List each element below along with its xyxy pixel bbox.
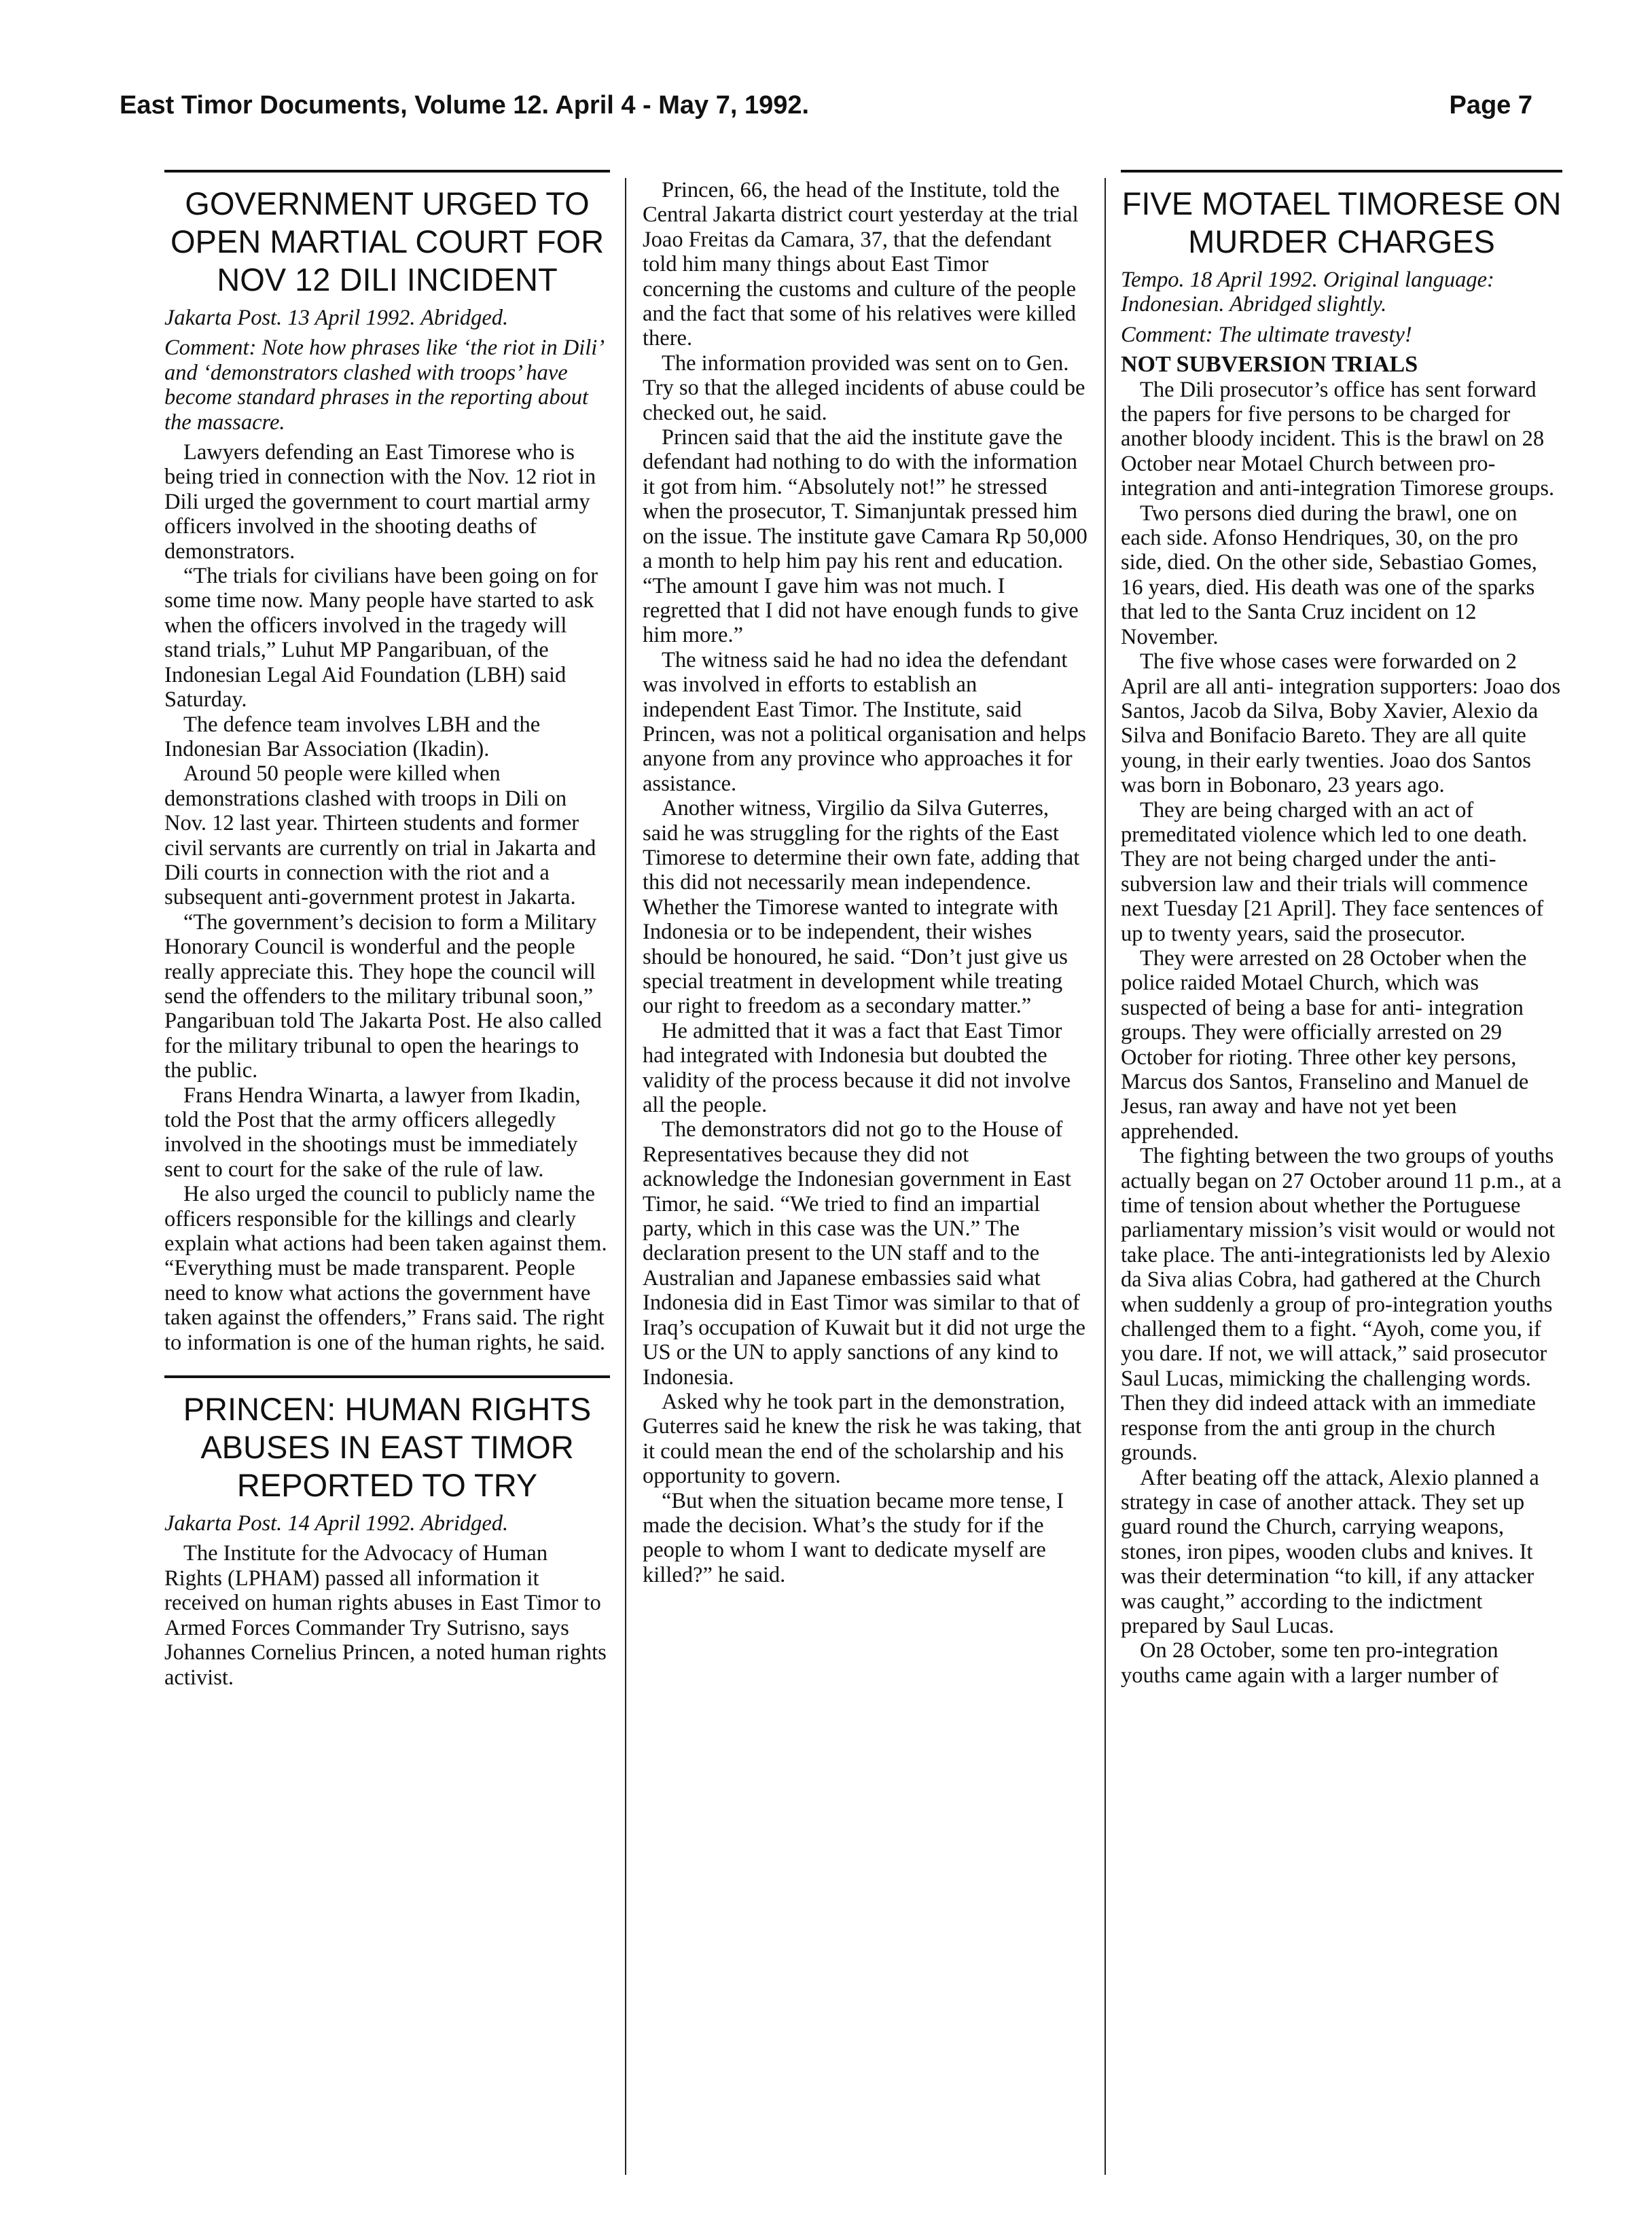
article-paragraph: The Dili prosecutor’s office has sent forward the papers for five persons to be charged for another bloody incident. This is the brawl on 28 October near Motael Church between pro-integration and anti-integration Timorese groups. xyxy=(1121,377,1555,501)
article-paragraph: They are being charged with an act of premeditated violence which led to one death. They are not being charged under the anti-subversion law and their trials will commence next Tuesday [21 April]. They face sentences of up to twenty years, said the prosecutor. xyxy=(1121,797,1544,946)
running-head xyxy=(120,91,1532,129)
article-paragraph: They were arrested on 28 October when the police raided Motael Church, which was suspected of being a base for anti- integration groups. They were officially arrested on 29 October for rioting. Three other key persons, Marcus dos Santos, Franselino and Manuel de Jesus, ran away and have not yet been apprehended. xyxy=(1121,945,1529,1144)
article-paragraph: The information provided was sent on to Gen. Try so that the alleged incidents of abuse could be checked out, he said. xyxy=(643,350,1085,425)
article-paragraph: Frans Hendra Winarta, a lawyer from Ikadin, told the Post that the army officers allegedly involved in the shootings must be immediately sent to court for the sake of the rule of law. xyxy=(164,1083,581,1182)
article-source: Jakarta Post. 14 April 1992. Abridged. xyxy=(164,1511,509,1536)
article-princen-continued xyxy=(643,178,1088,1587)
article-comment: Comment: Note how phrases like ‘the riot in Dili’ and ‘demonstrators clashed with troops’ have become standard phrases in the reporting about the massacre. xyxy=(164,336,603,435)
publication-title: East Timor Documents, Volume 12. April 4 - May 7, 1992. xyxy=(120,91,810,120)
page-number: Page 7 xyxy=(1449,91,1532,120)
article-paragraph: Princen, 66, the head of the Institute, told the Central Jakarta district court yesterday at the trial Joao Freitas da Camara, 37, that the defendant told him many things about East Timor concerning the customs and culture of the people and the fact that some of his relatives were killed there. xyxy=(643,178,1079,351)
article-paragraph: Another witness, Virgilio da Silva Guterres, said he was struggling for the rights of the East Timorese to determine their own fate, adding that this did not necessarily mean independence. Whether the Timorese wanted to integrate with Indonesia or to be independent, their wishes should be honoured, he said. “Don’t just give us special treatment in development while treating our right to freedom as a secondary matter.” xyxy=(643,796,1080,1019)
article-paragraph: Two persons died during the brawl, one on each side. Afonso Hendriques, 30, on the pro side, died. On the other side, Sebastiao Gomes, 16 years, died. His death was one of the sparks that led to the Santa Cruz incident on 12 November. xyxy=(1121,501,1537,649)
article-source: Tempo. 18 April 1992. Original language: Indonesian. Abridged slightly. xyxy=(1121,268,1494,317)
article-paragraph: The Institute for the Advocacy of Human Rights (LPHAM) passed all information it received on human rights abuses in East Timor to Armed Forces Commander Try Sutrisno, says Johannes Cornelius Princen, a noted human rights activist. xyxy=(164,1541,607,1690)
article-headline: PRINCEN: HUMAN RIGHTS ABUSES IN EAST TIMOR REPORTED TO TRY xyxy=(164,1375,610,1504)
article-paragraph: Lawyers defending an East Timorese who is being tried in connection with the Nov. 12 riot in Dili urged the government to court martial army officers involved in the shooting deaths of demonstrators. xyxy=(164,440,596,564)
article-princen-start xyxy=(164,1375,610,1690)
column-divider xyxy=(1105,178,1106,2175)
column-3 xyxy=(1121,170,1562,1688)
article-paragraph: He also urged the council to publicly name the officers responsible for the killings and clearly explain what actions had been taken against them. “Everything must be made transparent. People need to know what actions the government have taken against the offenders,” Frans said. The right to information is one of the human rights, he said. xyxy=(164,1182,607,1355)
article-paragraph: Around 50 people were killed when demonstrations clashed with troops in Dili on Nov. 12 last year. Thirteen students and former civil servants are currently on trial in Jakarta and Dili courts in connection with the riot and a subsequent anti-government protest in Jakarta. xyxy=(164,761,596,910)
article-paragraph: On 28 October, some ten pro-integration youths came again with a larger number of xyxy=(1121,1638,1499,1688)
article-paragraph: The demonstrators did not go to the House of Representatives because they did not acknowledge the Indonesian government in East Timor, he said. “We tried to find an impartial party, which in this case was the UN.” The declaration present to the UN staff and to the Australian and Japanese embassies said what Indonesia did in East Timor was similar to that of Iraq’s occupation of Kuwait but it did not urge the US or the UN to apply sanctions of any kind to Indonesia. xyxy=(643,1117,1085,1390)
article-five-motael xyxy=(1121,170,1562,1688)
article-source: Jakarta Post. 13 April 1992. Abridged. xyxy=(164,306,509,330)
article-paragraph: Asked why he took part in the demonstration, Guterres said he knew the risk he was taking, that it could mean the end of the scholarship and his opportunity to govern. xyxy=(643,1389,1082,1489)
column-1 xyxy=(164,170,610,1690)
article-paragraph: The fighting between the two groups of youths actually began on 27 October around 11 p.m., at a time of tension about whether the Portuguese parliamentary mission’s visit would or would not take place. The anti-integrationists led by Alexio da Siva alias Cobra, had gathered at the Church when suddenly a group of pro-integration youths challenged them to a fight. “Ayoh, come you, if you dare. If not, we will attack,” said prosecutor Saul Lucas, mimicking the challenging words. Then they did indeed attack with an immediate response from the anti group in the church grounds. xyxy=(1121,1144,1562,1466)
article-paragraph: Princen said that the aid the institute gave the defendant had nothing to do with the information it got from him. “Absolutely not!” he stressed when the prosecutor, T. Simanjuntak pressed him on the issue. The institute gave Camara Rp 50,000 a month to help him pay his rent and education. “The amount I gave him was not much. I regretted that I did not have enough funds to give him more.” xyxy=(643,425,1088,648)
article-paragraph: The witness said he had no idea the defendant was involved in efforts to establish an independent East Timor. The Institute, said Princen, was not a political organisation and helps anyone from any province who approaches it for assistance. xyxy=(643,647,1086,796)
article-paragraph: The five whose cases were forwarded on 2 April are all anti- integration supporters: Joao dos Santos, Jacob da Silva, Boby Xavier, Alexio da Silva and Bonifacio Bareto. They are all quite young, in their early twenties. Joao dos Santos was born in Bobonaro, 23 years ago. xyxy=(1121,649,1561,798)
article-paragraph: After beating off the attack, Alexio planned a strategy in case of another attack. They set up guard round the Church, carrying weapons, stones, iron pipes, wooden clubs and knives. It was their determination “to kill, if any attacker was caught,” according to the indictment prepared by Saul Lucas. xyxy=(1121,1465,1539,1638)
column-divider xyxy=(625,178,626,2175)
article-headline: FIVE MOTAEL TIMORESE ON MURDER CHARGES xyxy=(1121,170,1562,261)
article-comment: Comment: The ultimate travesty! xyxy=(1121,322,1412,347)
article-paragraph: The defence team involves LBH and the Indonesian Bar Association (Ikadin). xyxy=(164,712,541,761)
article-paragraph: “The government’s decision to form a Military Honorary Council is wonderful and the people really appreciate this. They hope the council will send the offenders to the military tribunal soon,” Pangaribuan told The Jakarta Post. He also called for the military tribunal to open the hearings to the public. xyxy=(164,909,602,1083)
article-paragraph: He admitted that it was a fact that East Timor had integrated with Indonesia but doubted the validity of the process because it did not involve all the people. xyxy=(643,1018,1071,1118)
article-government-urged xyxy=(164,170,610,1355)
article-paragraph: “But when the situation became more tense, I made the decision. What’s the study for if the people to whom I want to dedicate myself are killed?” he said. xyxy=(643,1488,1064,1587)
article-paragraph: “The trials for civilians have been going on for some time now. Many people have started to ask when the officers involved in the tragedy will stand trials,” Luhut MP Pangaribuan, of the Indonesian Legal Aid Foundation (LBH) said Saturday. xyxy=(164,564,598,712)
article-headline: GOVERNMENT URGED TO OPEN MARTIAL COURT FOR NOV 12 DILI INCIDENT xyxy=(164,170,610,299)
column-2 xyxy=(643,178,1088,1587)
article-subheading: NOT SUBVERSION TRIALS xyxy=(1121,352,1418,378)
